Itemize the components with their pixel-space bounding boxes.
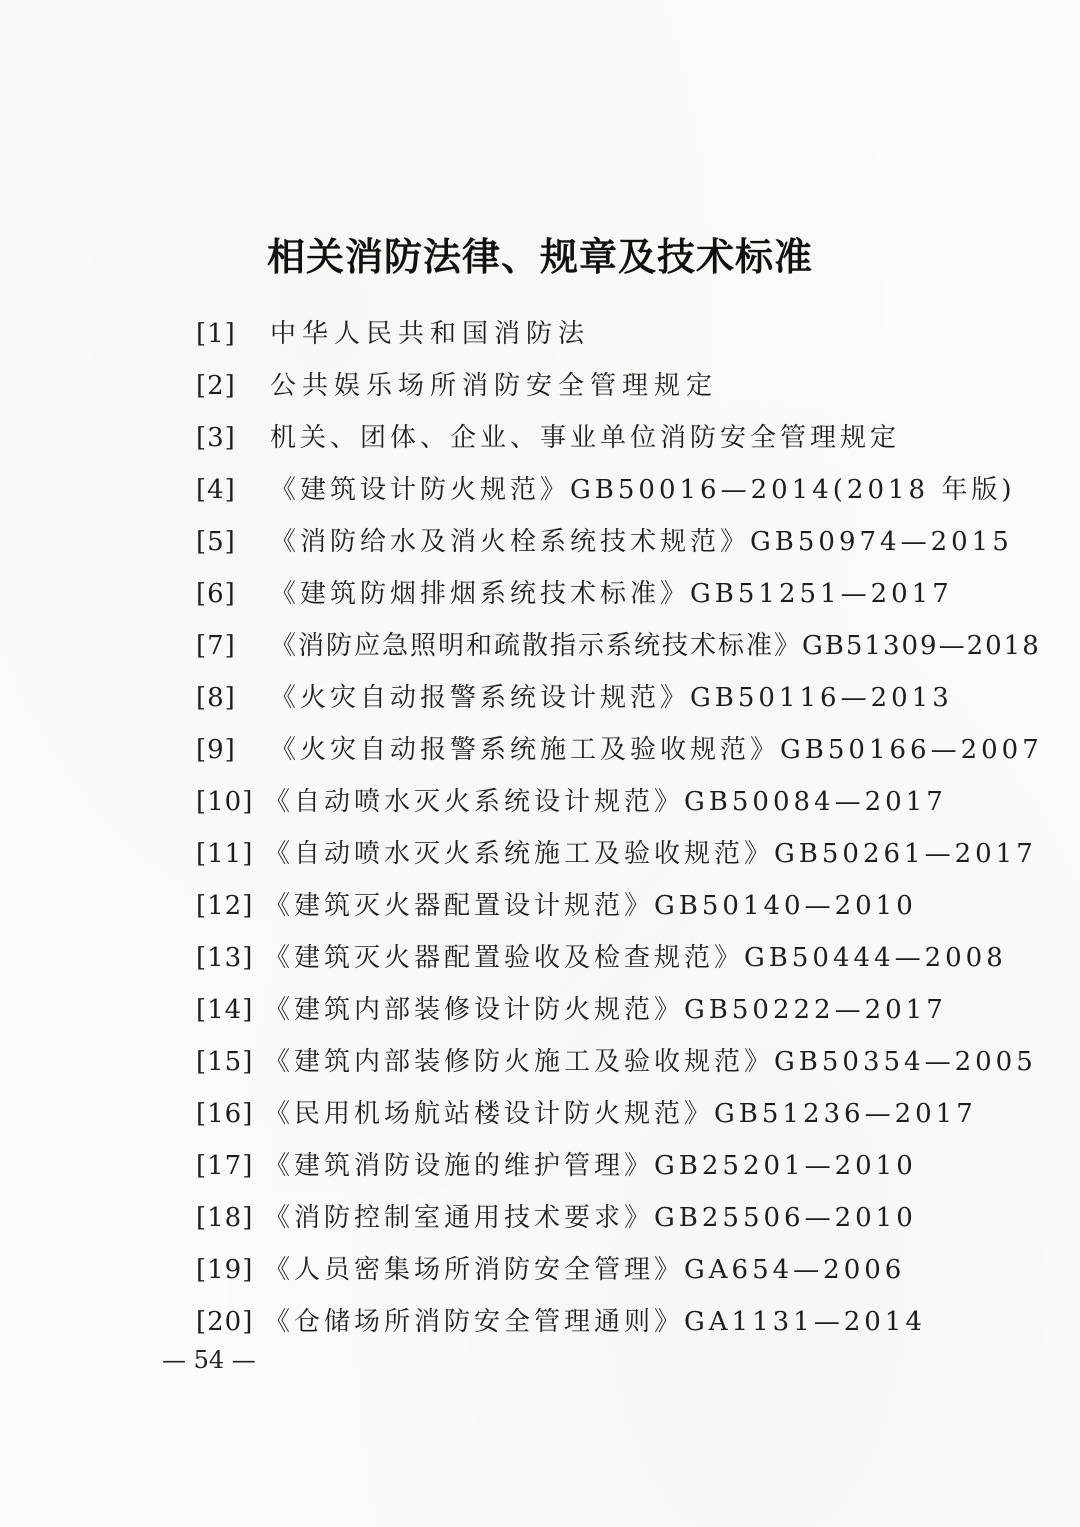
item-text: 公共娱乐场所消防安全管理规定 bbox=[270, 371, 719, 401]
item-text: 《自动喷水灭火系统设计规范》GB50084—2017 bbox=[264, 787, 947, 817]
list-item bbox=[196, 932, 1056, 984]
item-text: 《建筑防烟排烟系统技术标准》GB51251—2017 bbox=[270, 579, 953, 609]
list-item bbox=[196, 1088, 1056, 1140]
list-item bbox=[196, 516, 1056, 568]
list-item bbox=[196, 672, 1056, 724]
list-item bbox=[196, 1036, 1056, 1088]
item-number: [5] bbox=[196, 527, 236, 557]
standards-list bbox=[196, 308, 1056, 1348]
item-number: [18] bbox=[196, 1203, 254, 1233]
list-item bbox=[196, 1140, 1056, 1192]
item-text: 《火灾自动报警系统施工及验收规范》GB50166—2007 bbox=[270, 735, 1043, 765]
list-item bbox=[196, 620, 1056, 672]
list-item bbox=[196, 984, 1056, 1036]
item-number: [16] bbox=[196, 1099, 254, 1129]
item-number: [7] bbox=[196, 631, 236, 661]
item-text: 《民用机场航站楼设计防火规范》GB51236—2017 bbox=[264, 1099, 977, 1129]
item-number: [11] bbox=[196, 839, 254, 869]
item-text: 《人员密集场所消防安全管理》GA654—2006 bbox=[264, 1255, 906, 1285]
item-text: 《仓储场所消防安全管理通则》GA1131—2014 bbox=[264, 1307, 926, 1337]
list-item bbox=[196, 1244, 1056, 1296]
list-item bbox=[196, 1192, 1056, 1244]
item-number: [14] bbox=[196, 995, 254, 1025]
item-number: [17] bbox=[196, 1151, 254, 1181]
list-item bbox=[196, 568, 1056, 620]
item-number: [15] bbox=[196, 1047, 254, 1077]
item-text: 《消防控制室通用技术要求》GB25506—2010 bbox=[264, 1203, 917, 1233]
list-item bbox=[196, 412, 1056, 464]
list-item bbox=[196, 724, 1056, 776]
item-number: [1] bbox=[196, 319, 236, 349]
item-text: 《火灾自动报警系统设计规范》GB50116—2013 bbox=[270, 683, 953, 713]
item-text: 《建筑内部装修防火施工及验收规范》GB50354—2005 bbox=[264, 1047, 1037, 1077]
item-number: [12] bbox=[196, 891, 254, 921]
item-number: [19] bbox=[196, 1255, 254, 1285]
item-text: 《建筑灭火器配置设计规范》GB50140—2010 bbox=[264, 891, 917, 921]
item-text: 《自动喷水灭火系统施工及验收规范》GB50261—2017 bbox=[264, 839, 1037, 869]
list-item bbox=[196, 776, 1056, 828]
item-number: [6] bbox=[196, 579, 236, 609]
list-item bbox=[196, 360, 1056, 412]
item-text: 机关、团体、企业、事业单位消防安全管理规定 bbox=[270, 423, 901, 453]
item-number: [20] bbox=[196, 1307, 254, 1337]
item-text: 《建筑内部装修设计防火规范》GB50222—2017 bbox=[264, 995, 947, 1025]
item-number: [2] bbox=[196, 371, 236, 401]
page-title: 相关消防法律、规章及技术标准 bbox=[266, 235, 813, 279]
list-item bbox=[196, 464, 1056, 516]
list-item bbox=[196, 828, 1056, 880]
item-number: [10] bbox=[196, 787, 254, 817]
item-number: [9] bbox=[196, 735, 236, 765]
item-number: [4] bbox=[196, 475, 236, 505]
list-item bbox=[196, 308, 1056, 360]
item-number: [13] bbox=[196, 943, 254, 973]
item-text: 《建筑灭火器配置验收及检查规范》GB50444—2008 bbox=[264, 943, 1007, 973]
item-text: 《消防给水及消火栓系统技术规范》GB50974—2015 bbox=[270, 527, 1013, 557]
list-item bbox=[196, 1296, 1056, 1348]
item-text: 《建筑消防设施的维护管理》GB25201—2010 bbox=[264, 1151, 917, 1181]
item-number: [8] bbox=[196, 683, 236, 713]
page-number: — 54 — bbox=[162, 1346, 256, 1374]
item-text: 《建筑设计防火规范》GB50016—2014(2018 年版) bbox=[270, 475, 1016, 505]
list-item bbox=[196, 880, 1056, 932]
item-number: [3] bbox=[196, 423, 236, 453]
item-text: 中华人民共和国消防法 bbox=[270, 319, 591, 349]
item-text: 《消防应急照明和疏散指示系统技术标准》GB51309—2018 bbox=[270, 631, 1041, 661]
